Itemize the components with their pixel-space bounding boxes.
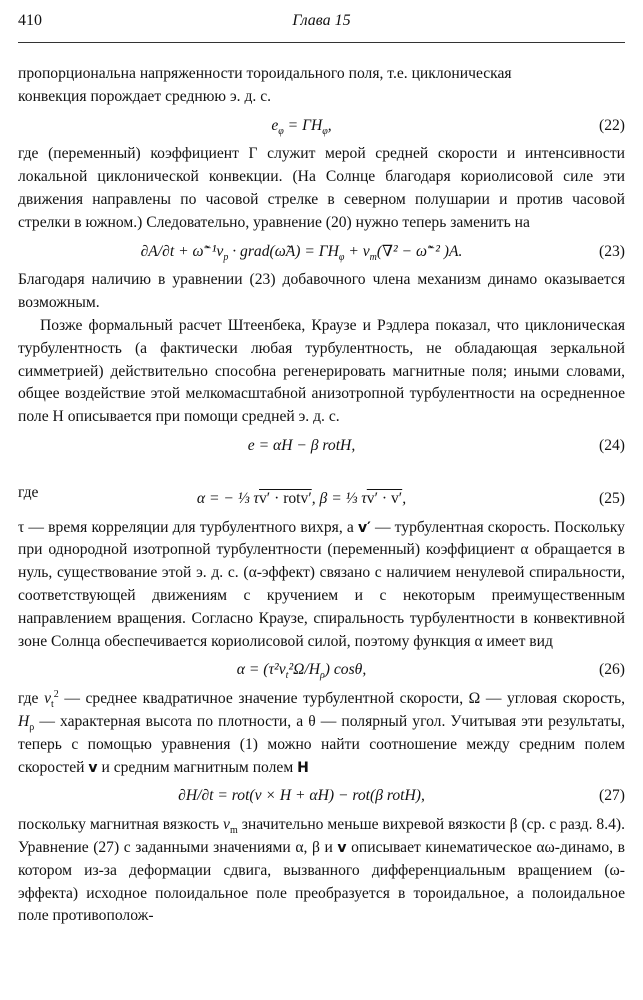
equation-25 [18,483,625,511]
paragraph: где (переменный) коэффициент Γ служит мерой средней скорости и интенсивности локальной циклонической конвекции. (На Солнце благодаря кориолисовой силе эти движения направлены по часовой стрелке в северном полушарии и против часовой стрелки в южном.) Следовательно, уравнение (20) нужно теперь заменить на [18,145,625,231]
equation-24 [18,435,625,458]
paragraph: τ — время корреляции для турбулентного вихря, а v′ — турбулентная скорость. Поскольку при однородной изотропной турбулентности (переменный) коэффициент α обращается в нуль, существование этой э. д. с. (α-эффект) связано с наличием ненулевой спиральности, соответствующей движениям с кручением и с некоторым преимущественным направлением вращения. Согласно Краузе, спиральность турбулентности в конвективной зоне Солнца обеспечивается кориолисовой силой, поэтому функция α имеет вид [18,518,625,650]
equation-number: (24) [599,436,625,454]
paragraph: поскольку магнитная вязкость $\nu_m$ значительно меньше вихревой вязкости β (ср. с разд. 8.4). Уравнение (27) с заданными значениями α, β и v описывает кинематическое αω-динамо, в котором из-за деформации сдвига, вызванного дифференциальным вращением (ω-эффекта) исходное полоидальное поле преобразуется в тороидальное, а полоидальное поле противополож- [18,816,626,925]
equation-body: α = − ⅓ τv′ · rotv′, β = ⅓ τv′ · v′, [196,489,407,507]
page-number: 410 [18,12,42,29]
text-line: пропорциональна напряженности тороидального поля, т.е. циклоническая [18,65,512,82]
equation-23 [18,241,625,264]
equation-body: $e_\varphi = \Gamma H_\varphi$, [271,116,332,137]
paragraph: где $v_t^2$ — среднее квадратичное значение турбулентной скорости, Ω — угловая скорость, $H_\rho$ — характерная высота по плотности, а θ — полярный угол. Учитывая эти результаты, теперь с помощью уравнения (1) можно найти соотношение между средним полем скоростей v и средним магнитным полем H [18,688,626,776]
equation-body: $\alpha = (\tau^2v_t^2\Omega/H_\rho)$ cosθ, [236,661,367,682]
equation-body: $\partial A/\partial t + \omegã^{-1}v_p$ · grad(ω̃A) = $\Gamma H_\varphi + \nu_m(\nabla^2$ − ω̃⁻² )A. [140,242,463,263]
equation-body: e = αH − β rotH, [247,436,356,454]
paragraph: Благодаря наличию в уравнении (23) добавочного члена механизм динамо оказывается возможным. [18,271,625,312]
equation-number: (25) [599,489,625,507]
text-body [18,63,625,928]
equation-number: (27) [599,787,625,805]
equation-number: (23) [599,242,625,260]
chapter-title: Глава 15 [292,12,351,29]
equation-22 [18,115,625,138]
where-label: где [18,483,39,501]
header-rule [18,42,625,43]
text-line: конвекция порождает среднюю э. д. с. [18,87,272,105]
paragraph: Позже формальный расчет Штеенбека, Краузе и Рэдлера показал, что циклоническая турбулентность (а фактически любая турбулентность, не обладающая зеркальной симметрией) действительно способна регенерировать магнитные поля; иными словами, общее воздействие этой мелкомасштабной анизотропной турбулентности на осредненное поле Н описывается при помощи средней э. д. с. [18,316,625,426]
page-header [18,12,625,38]
equation-number: (22) [599,116,625,134]
equation-number: (26) [599,661,625,679]
equation-26 [18,659,625,682]
equation-body: ∂H/∂t = rot(v × H + αH) − rot(β rotH), [178,787,425,805]
equation-27 [18,785,625,808]
